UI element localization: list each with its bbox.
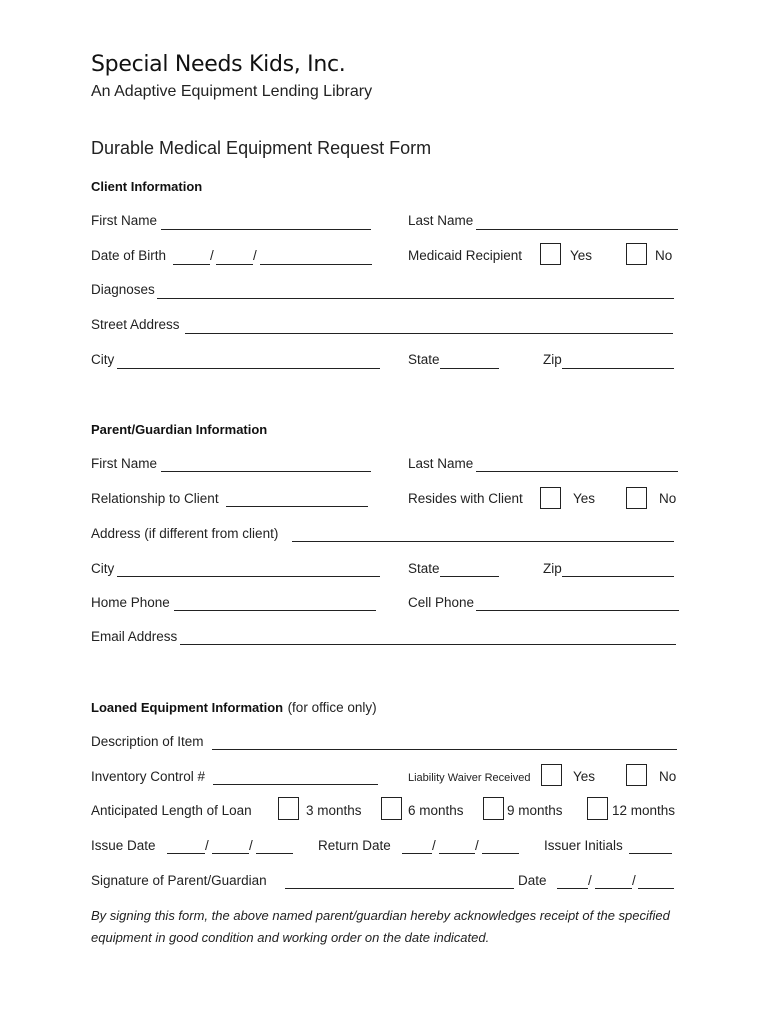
resides-no-label: No	[659, 491, 677, 506]
loan-section-title: Loaned Equipment Information	[91, 700, 284, 715]
home-phone-field[interactable]	[174, 610, 376, 611]
client-dob-year-field[interactable]	[260, 264, 372, 265]
signature-date-label: Date	[518, 873, 547, 888]
issue-date-year-field[interactable]	[256, 853, 293, 854]
issue-date-month-field[interactable]	[167, 853, 205, 854]
org-name: Special Needs Kids, Inc.	[91, 52, 346, 77]
resides-label: Resides with Client	[408, 491, 523, 506]
issuer-initials-label: Issuer Initials	[544, 838, 623, 853]
guardian-first-name-field[interactable]	[161, 471, 371, 472]
cell-phone-field[interactable]	[476, 610, 679, 611]
client-last-name-field[interactable]	[476, 229, 678, 230]
resides-yes-checkbox[interactable]	[540, 487, 561, 509]
signature-date-day-field[interactable]	[595, 888, 632, 889]
inventory-field[interactable]	[213, 784, 378, 785]
signature-field[interactable]	[285, 888, 514, 889]
loan-12-months-label: 12 months	[612, 803, 676, 818]
client-zip-label: Zip	[543, 352, 562, 367]
guardian-state-label: State	[408, 561, 440, 576]
diagnoses-label: Diagnoses	[91, 282, 155, 297]
client-dob-day-field[interactable]	[216, 264, 253, 265]
return-date-separator: /	[432, 838, 436, 853]
guardian-state-field[interactable]	[440, 576, 499, 577]
inventory-label: Inventory Control #	[91, 769, 206, 784]
loan-length-label: Anticipated Length of Loan	[91, 803, 252, 818]
description-field[interactable]	[212, 749, 677, 750]
loan-12-months-checkbox[interactable]	[587, 797, 608, 820]
loan-6-months-label: 6 months	[408, 803, 464, 818]
client-dob-separator: /	[210, 248, 214, 263]
guardian-zip-label: Zip	[543, 561, 562, 576]
return-date-month-field[interactable]	[402, 853, 432, 854]
issue-date-separator: /	[249, 838, 253, 853]
medicaid-no-checkbox[interactable]	[626, 243, 647, 265]
client-city-label: City	[91, 352, 115, 367]
waiver-no-label: No	[659, 769, 677, 784]
acknowledgement-text: By signing this form, the above named parent/guardian hereby acknowledges receipt of the specified equipment in good condition and working order on the date indicated.	[91, 908, 670, 945]
client-first-name-label: First Name	[91, 213, 158, 228]
guardian-section-title: Parent/Guardian Information	[91, 422, 268, 437]
loan-3-months-label: 3 months	[306, 803, 362, 818]
guardian-address-label: Address (if different from client)	[91, 526, 279, 541]
tagline: An Adaptive Equipment Lending Library	[91, 83, 373, 100]
medicaid-yes-label: Yes	[570, 248, 593, 263]
medicaid-no-label: No	[655, 248, 673, 263]
client-section-title: Client Information	[91, 179, 203, 194]
loan-6-months-checkbox[interactable]	[381, 797, 402, 820]
resides-no-checkbox[interactable]	[626, 487, 647, 509]
waiver-yes-label: Yes	[573, 769, 596, 784]
signature-date-separator: /	[632, 873, 636, 888]
email-label: Email Address	[91, 629, 178, 644]
street-address-label: Street Address	[91, 317, 180, 332]
loan-section-heading	[91, 699, 377, 717]
waiver-label: Liability Waiver Received	[408, 772, 531, 784]
signature-label: Signature of Parent/Guardian	[91, 873, 267, 888]
signature-date-month-field[interactable]	[557, 888, 588, 889]
guardian-last-name-field[interactable]	[476, 471, 678, 472]
client-dob-separator: /	[253, 248, 257, 263]
waiver-no-checkbox[interactable]	[626, 764, 647, 786]
email-field[interactable]	[180, 644, 676, 645]
diagnoses-field[interactable]	[157, 298, 674, 299]
home-phone-label: Home Phone	[91, 595, 170, 610]
relationship-field[interactable]	[226, 506, 368, 507]
client-state-field[interactable]	[440, 368, 499, 369]
client-zip-field[interactable]	[562, 368, 674, 369]
guardian-first-name-label: First Name	[91, 456, 158, 471]
loan-9-months-label: 9 months	[507, 803, 563, 818]
waiver-yes-checkbox[interactable]	[541, 764, 562, 786]
guardian-zip-field[interactable]	[562, 576, 674, 577]
description-label: Description of Item	[91, 734, 204, 749]
guardian-city-label: City	[91, 561, 115, 576]
signature-date-year-field[interactable]	[638, 888, 674, 889]
loan-section-note: (for office only)	[287, 700, 377, 715]
street-address-field[interactable]	[185, 333, 673, 334]
return-date-separator: /	[475, 838, 479, 853]
cell-phone-label: Cell Phone	[408, 595, 475, 610]
guardian-last-name-label: Last Name	[408, 456, 474, 471]
return-date-label: Return Date	[318, 838, 391, 853]
client-first-name-field[interactable]	[161, 229, 371, 230]
return-date-year-field[interactable]	[482, 853, 519, 854]
medicaid-yes-checkbox[interactable]	[540, 243, 561, 265]
client-city-field[interactable]	[117, 368, 380, 369]
loan-9-months-checkbox[interactable]	[483, 797, 504, 820]
issue-date-day-field[interactable]	[212, 853, 249, 854]
relationship-label: Relationship to Client	[91, 491, 219, 506]
client-last-name-label: Last Name	[408, 213, 474, 228]
loan-3-months-checkbox[interactable]	[278, 797, 299, 820]
medicaid-label: Medicaid Recipient	[408, 248, 523, 263]
issuer-initials-field[interactable]	[629, 853, 672, 854]
issue-date-separator: /	[205, 838, 209, 853]
return-date-day-field[interactable]	[439, 853, 475, 854]
guardian-address-field[interactable]	[292, 541, 674, 542]
client-dob-month-field[interactable]	[173, 264, 210, 265]
client-state-label: State	[408, 352, 440, 367]
guardian-city-field[interactable]	[117, 576, 380, 577]
form-title: Durable Medical Equipment Request Form	[91, 138, 432, 158]
issue-date-label: Issue Date	[91, 838, 156, 853]
resides-yes-label: Yes	[573, 491, 596, 506]
client-dob-label: Date of Birth	[91, 248, 167, 263]
signature-date-separator: /	[588, 873, 592, 888]
